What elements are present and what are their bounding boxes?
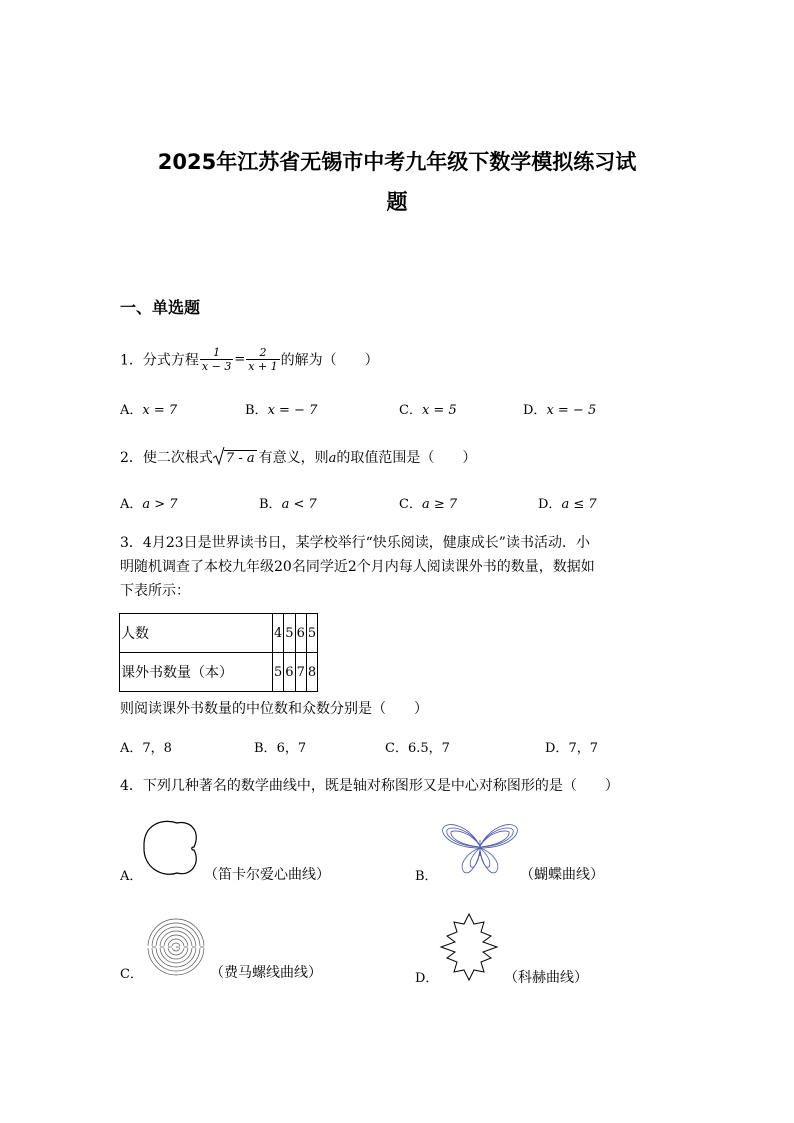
koch-snowflake-icon [437,912,501,982]
table-cell: 5 [306,614,317,653]
page-title-line1: 2025年江苏省无锡市中考九年级下数学模拟练习试 [157,150,637,174]
table-cell: 5 [273,653,284,692]
option-value: x = 5 [421,403,457,418]
option-label: C． [385,741,408,756]
option-value: 6.5，7 [407,741,450,756]
question-3-after: 则阅读课外书数量的中位数和众数分别是（ ） [120,701,428,717]
radical-sign-icon [213,446,225,466]
question-2 [120,447,476,467]
question-2-prefix: 2．使二次根式 [120,450,213,466]
table-cell: 7 [295,653,306,692]
option-value: 7，8 [142,741,172,756]
question-1-suffix: 的解为（ ） [280,352,379,369]
option-label: B． [245,403,268,418]
question-4: 4．下列几种著名的数学曲线中，既是轴对称图形又是中心对称图形的是（ ） [120,778,619,794]
data-table [119,613,318,692]
table-row-label: 人数 [120,614,273,653]
q1-option-c[interactable] [399,399,457,418]
table-row-label: 课外书数量（本） [120,653,273,692]
table-row [120,614,318,653]
q1-option-b[interactable] [245,399,317,418]
q4-option-c-caption: （费马螺线曲线） [210,965,322,981]
table-cell: 8 [306,653,317,692]
option-label: B． [254,741,277,756]
fraction-1 [200,346,233,373]
q1-option-a[interactable] [120,399,177,418]
cardioid-curve-icon [141,818,203,880]
option-label: C． [399,403,422,418]
table-row [120,653,318,692]
fraction-2-denominator: x + 1 [248,360,278,373]
fraction-1-denominator: x − 3 [201,360,232,373]
q2-option-c[interactable] [399,493,457,512]
q4-option-c-label[interactable]: C． [120,967,143,982]
table-cell: 5 [284,614,295,653]
q4-option-b-caption: （蝴蝶曲线） [520,867,604,883]
q4-option-d-caption: （科赫曲线） [504,970,588,986]
option-value: a < 7 [281,497,317,512]
q3-option-d[interactable] [545,737,598,756]
table-cell: 6 [284,653,295,692]
option-label: C． [399,497,422,512]
question-1 [120,346,379,373]
q3-option-c[interactable] [385,737,450,756]
page-title-line2: 题 [386,190,408,214]
option-label: A． [120,403,143,418]
question-3-line2: 明随机调查了本校九年级20名同学近2个月内每人阅读课外书的数量，数据如 [120,559,595,575]
fermat-spiral-icon [143,915,209,979]
option-value: x = − 5 [546,403,597,418]
question-1-prefix: 1．分式方程 [120,352,199,369]
q1-option-d[interactable] [523,399,596,418]
question-2-suffix: 的取值范围是（ ） [336,450,477,466]
q2-option-d[interactable] [538,493,597,512]
option-value: 6，7 [276,741,307,756]
option-value: x = 7 [142,403,178,418]
option-value: 7，7 [568,741,598,756]
question-2-middle: 有意义，则 [258,450,329,466]
equals-sign: = [234,352,246,367]
option-value: a > 7 [142,497,178,512]
q4-option-a-label[interactable]: A． [120,869,143,884]
question-3-line3: 下表所示： [120,583,190,599]
butterfly-curve-icon [440,820,520,878]
q2-option-b[interactable] [259,493,317,512]
table-cell: 4 [273,614,284,653]
option-label: A． [120,741,143,756]
sqrt-radical [213,450,257,466]
option-value: a ≤ 7 [561,497,597,512]
q3-option-a[interactable] [120,737,172,756]
option-value: a ≥ 7 [421,497,458,512]
q4-option-a-caption: （笛卡尔爱心曲线） [204,867,330,883]
q2-option-a[interactable] [120,493,178,512]
q3-option-b[interactable] [254,737,306,756]
option-label: D． [545,741,569,756]
fraction-2-numerator: 2 [246,346,279,360]
question-3-line1: 3．4月23日是世界读书日，某学校举行“快乐阅读，健康成长”读书活动．小 [120,535,590,551]
radicand: 7 - a [225,451,255,466]
option-value: x = − 7 [267,403,318,418]
variable-a: a [328,451,337,466]
fraction-2 [246,346,279,373]
section-heading: 一、单选题 [120,298,201,317]
option-label: B． [259,497,282,512]
q4-option-d-label[interactable]: D． [415,971,439,986]
fraction-1-numerator: 1 [200,346,233,360]
option-label: D． [538,497,562,512]
table-cell: 6 [295,614,306,653]
option-label: D． [523,403,547,418]
q4-option-b-label[interactable]: B． [415,869,438,884]
option-label: A． [120,497,143,512]
